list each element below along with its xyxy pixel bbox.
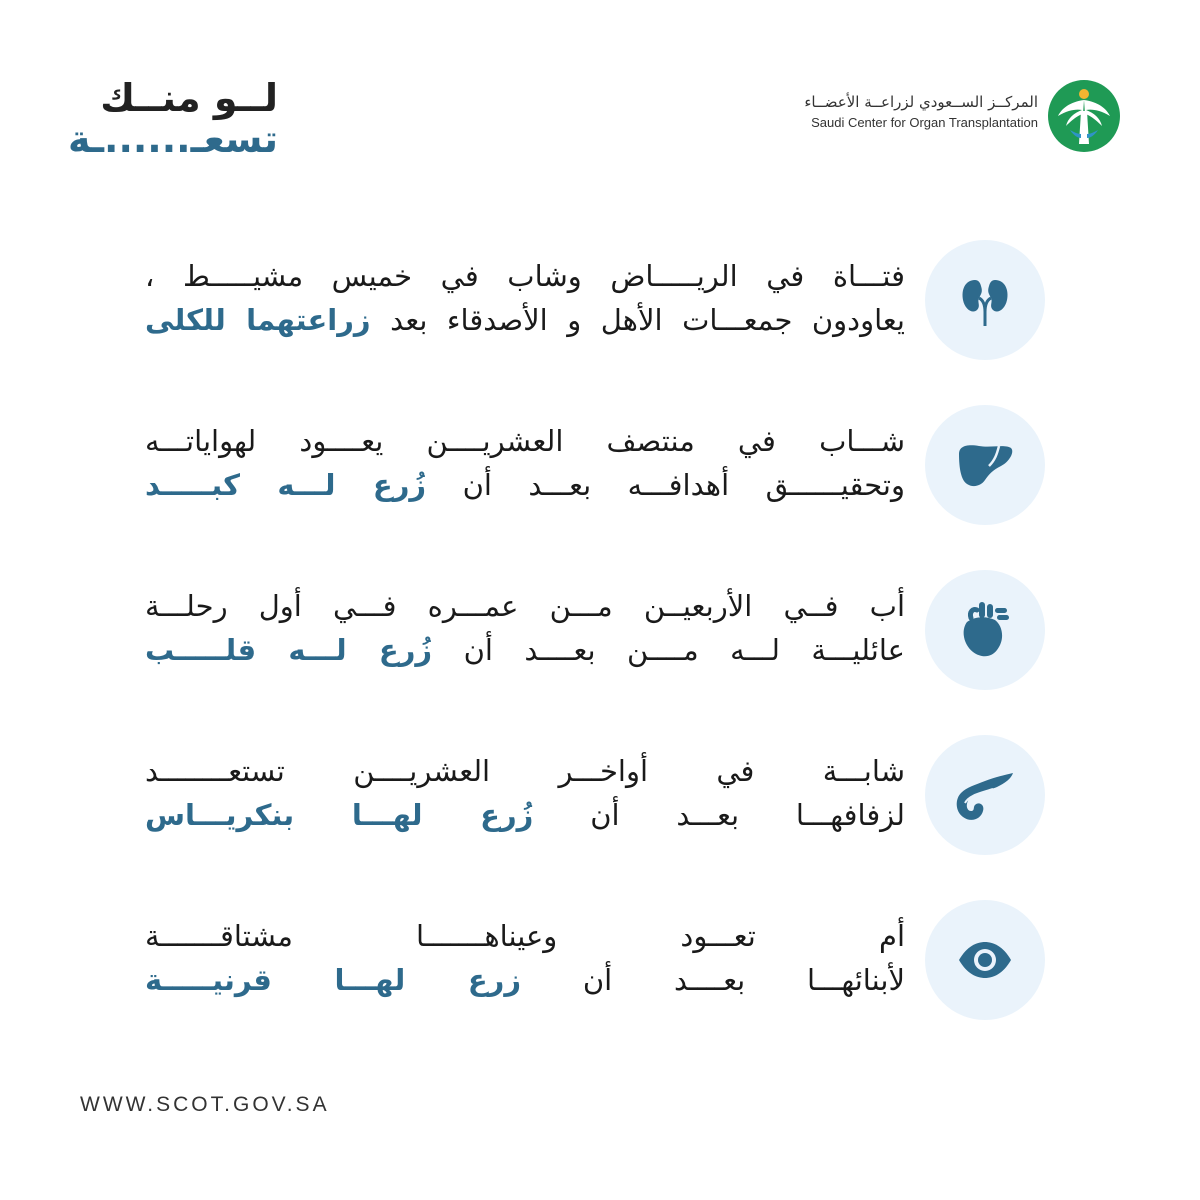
story-line-1: شابـــة في أواخـــر العشريــــن تستعــــــــد xyxy=(145,754,905,788)
story-row-cornea xyxy=(145,900,1045,1020)
story-text xyxy=(145,749,905,837)
icon-circle xyxy=(925,900,1045,1020)
story-text xyxy=(145,584,905,672)
story-row-kidney xyxy=(145,240,1045,360)
story-row-liver xyxy=(145,405,1045,525)
organization-logo xyxy=(780,80,1120,152)
story-line-1: فتـــاة في الريـــــاض وشاب في خميس مشيـــــط ، xyxy=(145,259,905,293)
story-text xyxy=(145,254,905,342)
story-line-2-text: وتحقيــــــق أهدافـــه بعـــد أن xyxy=(462,468,905,502)
slogan-line-2: تسعـ......ـة xyxy=(67,117,278,161)
story-text xyxy=(145,419,905,507)
story-line-1: أب فــي الأربعيــن مـــن عمـــره فـــي أول رحلـــة xyxy=(145,589,905,623)
story-highlight: زرع لهـــا قرنيـــــة xyxy=(145,963,522,997)
story-line-2-text: يعاودون جمعـــات الأهل و الأصدقاء بعد xyxy=(390,303,905,337)
story-line-2 xyxy=(145,463,905,507)
story-line-2-text: عائليـــة لـــه مــــن بعــــد أن xyxy=(463,633,905,667)
story-highlight: زُرع لهـــا بنكريـــاس xyxy=(145,798,534,832)
logo-arabic-name: المركــز الســعودي لزراعــة الأعضــاء xyxy=(804,93,1038,111)
logo-text xyxy=(804,92,1038,134)
story-line-2 xyxy=(145,793,905,837)
logo-english-name: Saudi Center for Organ Transplantation xyxy=(811,115,1038,130)
story-line-1: شـــاب في منتصف العشريــــن يعــــود لهواياتـــه xyxy=(145,424,905,458)
story-line-2-text: لأبنائهـــا بعــــد أن xyxy=(582,963,905,997)
icon-circle xyxy=(925,240,1045,360)
heart-icon xyxy=(957,600,1013,660)
story-line-2 xyxy=(145,958,905,1002)
kidneys-icon xyxy=(957,272,1013,328)
icon-circle xyxy=(925,735,1045,855)
story-line-2-text: لزفافهـــا بعـــد أن xyxy=(590,798,906,832)
story-highlight: زراعتهما للكلى xyxy=(145,303,371,337)
scot-palm-logo-icon xyxy=(1048,80,1120,152)
campaign-slogan xyxy=(67,76,278,161)
story-text xyxy=(145,914,905,1002)
eye-icon xyxy=(957,940,1013,980)
slogan-line-1: لــو منــك xyxy=(100,76,278,120)
story-highlight: زُرع لـــه كبـــــد xyxy=(145,468,427,502)
story-line-2 xyxy=(145,298,905,342)
story-row-pancreas xyxy=(145,735,1045,855)
story-row-heart xyxy=(145,570,1045,690)
story-line-1: أم تعـــود وعيناهـــــــا مشتاقـــــــة xyxy=(145,919,905,953)
website-link[interactable]: WWW.SCOT.GOV.SA xyxy=(80,1093,330,1116)
pancreas-icon xyxy=(953,767,1017,823)
story-line-2 xyxy=(145,628,905,672)
icon-circle xyxy=(925,570,1045,690)
story-highlight: زُرع لـــه قلـــــب xyxy=(145,633,433,667)
liver-icon xyxy=(955,440,1015,490)
icon-circle xyxy=(925,405,1045,525)
